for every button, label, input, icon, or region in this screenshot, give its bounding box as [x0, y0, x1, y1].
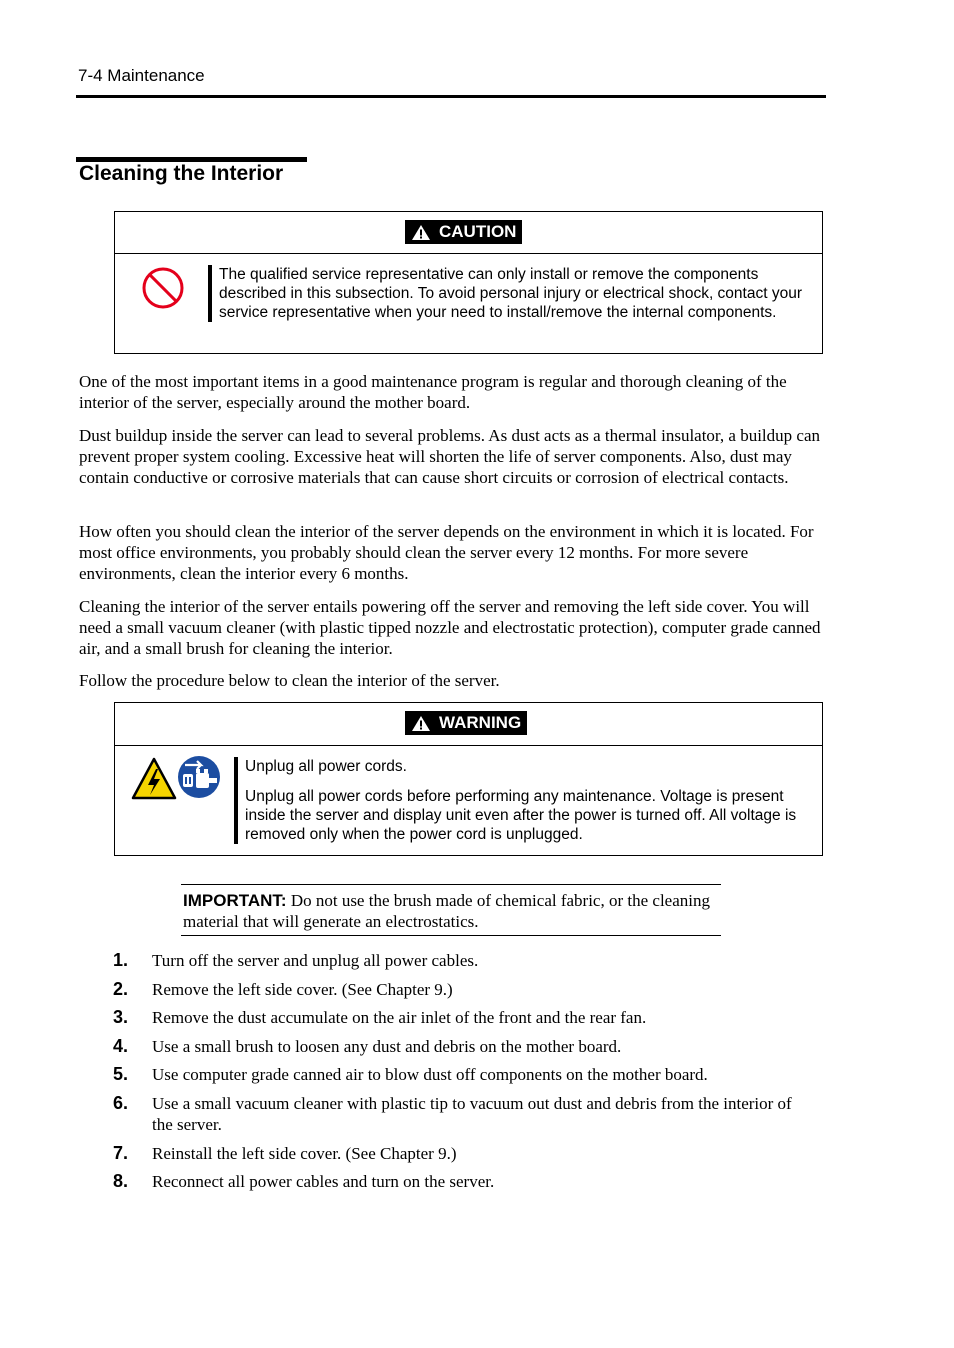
- step-text: Use a small brush to loosen any dust and debris on the mother board.: [152, 1036, 622, 1056]
- paragraph-3: [79, 521, 829, 584]
- caution-triangle-icon: [411, 224, 431, 241]
- warning-badge: [405, 711, 527, 735]
- warning-triangle-icon: [411, 715, 431, 732]
- paragraph-5: [79, 670, 829, 691]
- step-number: 6.: [113, 1092, 129, 1113]
- warning-text-block: [234, 757, 820, 844]
- list-item: [113, 1064, 813, 1085]
- warning-box: [114, 702, 823, 856]
- list-item: [113, 1036, 813, 1057]
- prohibited-icon: [141, 266, 185, 310]
- step-number: 7.: [113, 1142, 129, 1163]
- caution-label: CAUTION: [439, 222, 517, 241]
- paragraph-2: [79, 425, 829, 488]
- important-label: IMPORTANT:: [183, 891, 287, 910]
- important-note: [181, 884, 721, 936]
- section-title: Cleaning the Interior: [79, 162, 284, 185]
- warning-header: [115, 703, 822, 746]
- caution-text: The qualified service representative can only install or remove the components described in this subsection. To avoid personal injury or electrical shock, contact your service representative when your need to install/remove the internal components.: [219, 266, 802, 321]
- paragraph-text: Cleaning the interior of the server entails powering off the server and removing the left side cover. You will need a small vacuum cleaner (with plastic tipped nozzle and electrostatic protection), computer grade canned air, and a small brush for cleaning the interior.: [79, 597, 821, 658]
- paragraph-text: Dust buildup inside the server can lead to several problems. As dust acts as a thermal insulator, a buildup can prevent proper system cooling. Excessive heat will shorten the life of server components. Also, dust may contain conductive or corrosive materials that can cause short circuits or corrosion of electrical contacts.: [79, 426, 820, 487]
- list-item: [113, 1093, 813, 1135]
- step-number: 5.: [113, 1064, 129, 1085]
- step-text: Use a small vacuum cleaner with plastic tip to vacuum out dust and debris from the interior of the server.: [152, 1093, 792, 1134]
- paragraph-text: Follow the procedure below to clean the interior of the server.: [79, 671, 500, 690]
- step-number: 3.: [113, 1007, 129, 1028]
- paragraph-text: One of the most important items in a good maintenance program is regular and thorough cleaning of the interior of the server, especially around the mother board.: [79, 372, 787, 412]
- step-number: 1.: [113, 950, 129, 970]
- list-item: [113, 979, 813, 1000]
- step-text: Turn off the server and unplug all power cables.: [152, 951, 479, 970]
- list-item: [113, 1143, 813, 1164]
- caution-badge: [405, 220, 522, 244]
- unplug-icon: [177, 755, 221, 799]
- paragraph-text: How often you should clean the interior of the server depends on the environment in which it is located. For most office environments, you probably should clean the server every 12 months. For more severe environments, clean the interior every 6 months.: [79, 522, 814, 583]
- warning-label: WARNING: [439, 713, 522, 732]
- list-item: [113, 1007, 813, 1028]
- paragraph-4: [79, 596, 829, 659]
- caution-text-block: [208, 265, 819, 322]
- list-item: [113, 950, 813, 971]
- step-number: 2.: [113, 978, 129, 999]
- caution-header: [115, 212, 822, 254]
- important-text: Do not use the brush made of chemical fabric, or the cleaning material that will generate an electrostatics.: [183, 891, 710, 931]
- caution-box: [114, 211, 823, 354]
- paragraph-1: [79, 371, 829, 413]
- step-text: Use computer grade canned air to blow dust off components on the mother board.: [152, 1065, 708, 1085]
- page-header-label: 7-4 Maintenance: [78, 66, 205, 85]
- step-text: Remove the left side cover. (See Chapter 9.): [152, 979, 453, 999]
- warning-text: Unplug all power cords before performing any maintenance. Voltage is present inside the server and display unit even after the power is turned off. All voltage is removed only when the power cord is unplugged.: [245, 788, 797, 843]
- procedure-steps: [113, 950, 813, 1200]
- step-text: Reconnect all power cables and turn on the server.: [152, 1172, 495, 1192]
- step-number: 8.: [113, 1171, 129, 1192]
- step-number: 4.: [113, 1035, 129, 1056]
- electric-shock-icon: [131, 756, 177, 802]
- header-rule: [76, 95, 826, 98]
- step-text: Remove the dust accumulate on the air inlet of the front and the rear fan.: [152, 1008, 647, 1028]
- list-item: [113, 1171, 813, 1192]
- warning-title: Unplug all power cords.: [245, 758, 407, 775]
- step-text: Reinstall the left side cover. (See Chapter 9.): [152, 1143, 457, 1163]
